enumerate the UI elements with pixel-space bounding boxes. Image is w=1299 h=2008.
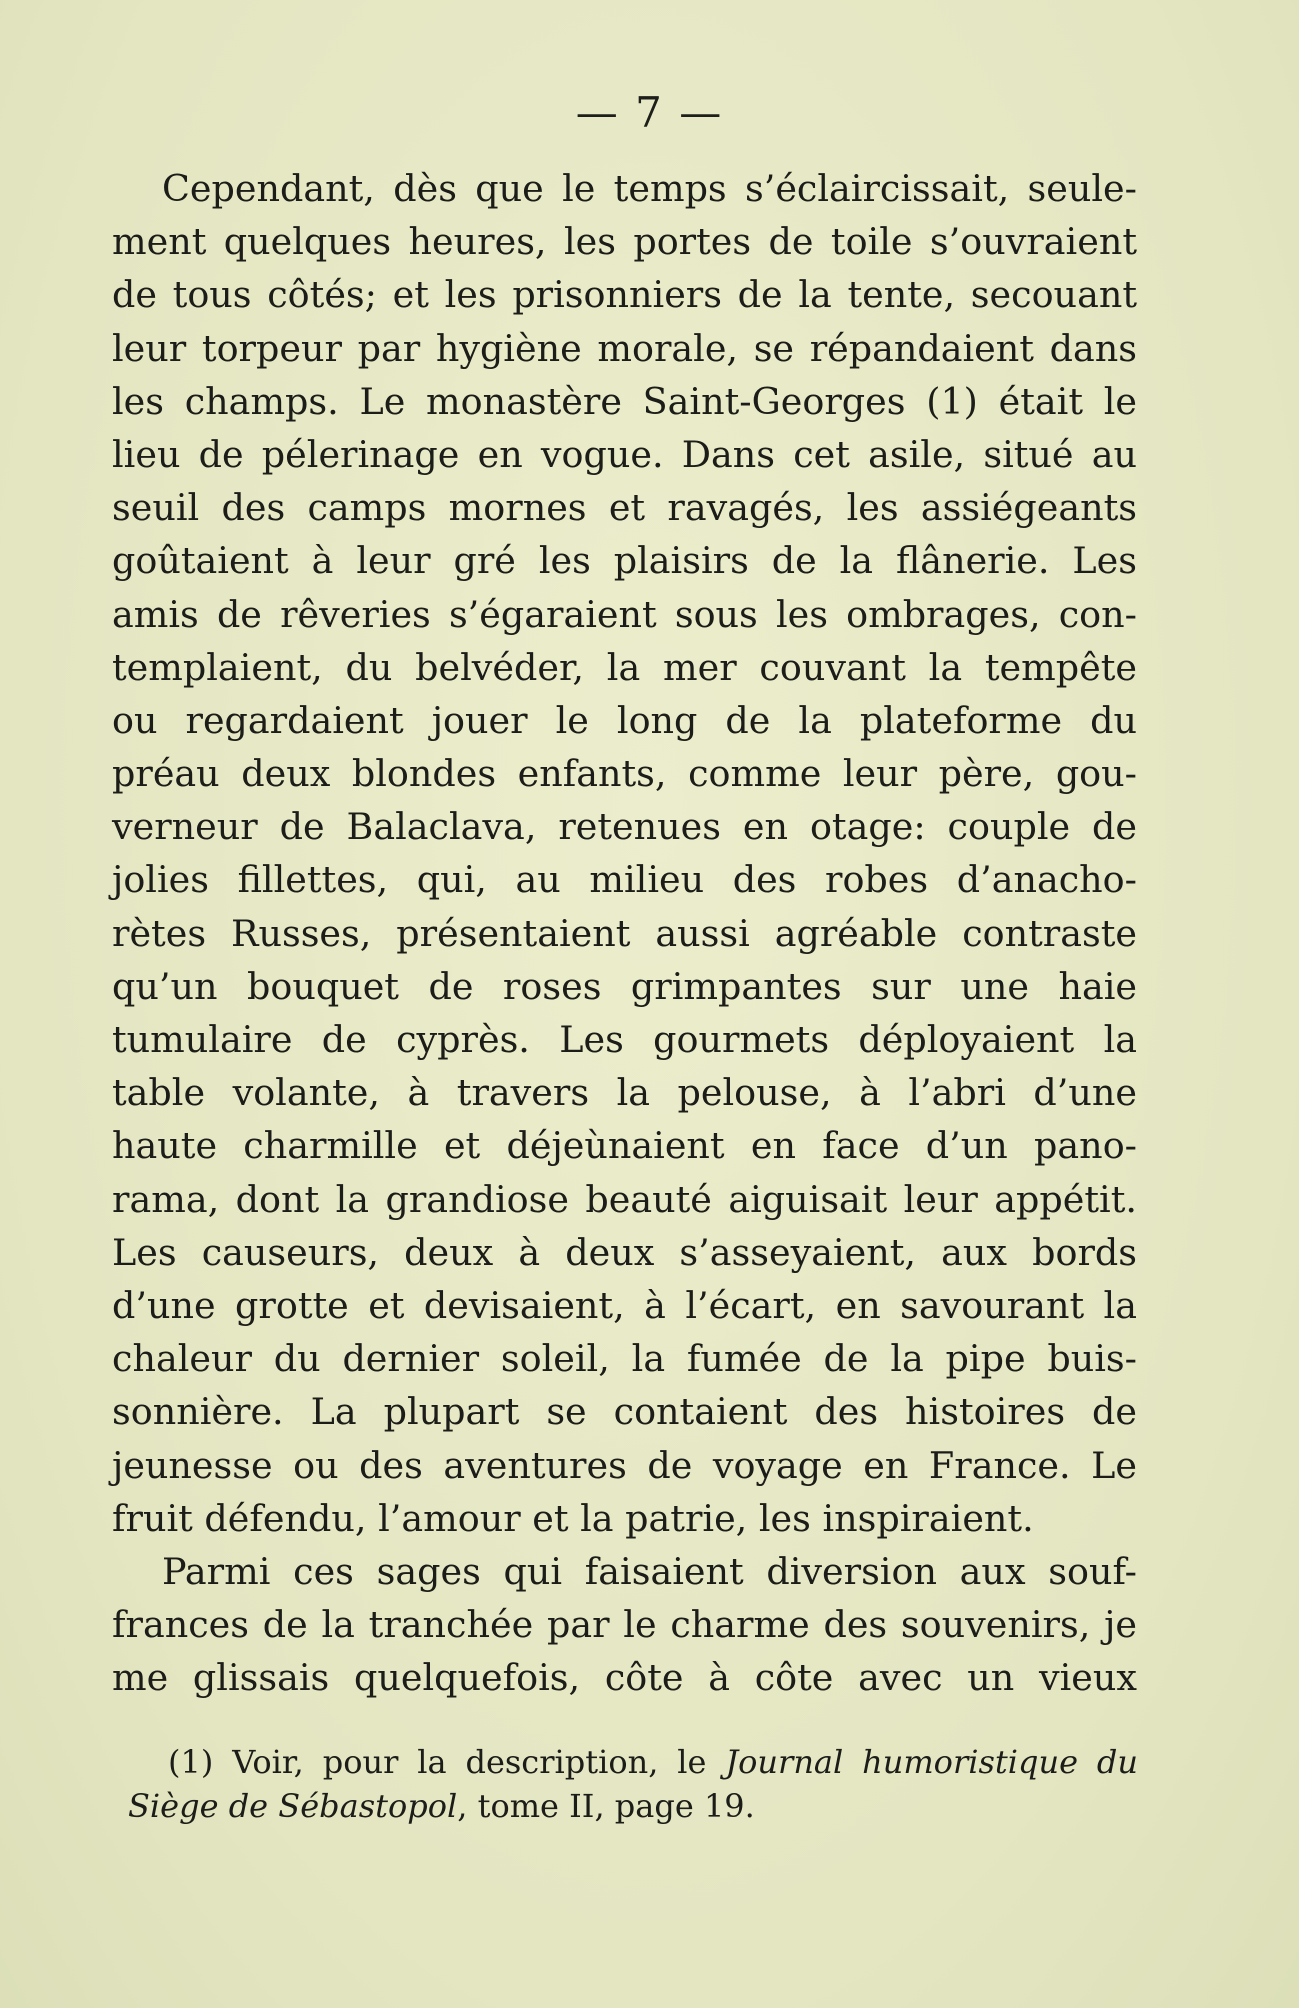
text-line: lieu de pélerinage en vogue. Dans cet asile, situé au	[112, 432, 1137, 476]
text-line: goûtaient à leur gré les plaisirs de la flânerie. Les	[112, 539, 1137, 583]
text-line: table volante, à travers la pelouse, à l’abri d’une	[112, 1071, 1137, 1115]
text-line: amis de rêveries s’égaraient sous les ombrages, con-	[112, 592, 1137, 636]
text-line: jolies fillettes, qui, au milieu des robes d’anacho-	[112, 858, 1137, 902]
text-line: jeunesse ou des aventures de voyage en France. Le	[112, 1443, 1137, 1487]
page-number: — 7 —	[575, 88, 724, 137]
text-line: seuil des camps mornes et ravagés, les assiégeants	[112, 486, 1137, 530]
text-line: ou regardaient jouer le long de la plateforme du	[112, 698, 1137, 742]
text-line: rama, dont la grandiose beauté aiguisait leur appétit.	[112, 1177, 1137, 1221]
text-line: qu’un bouquet de roses grimpantes sur une haie	[112, 964, 1137, 1008]
text-line: Cependant, dès que le temps s’éclaircissait, seule-	[162, 167, 1137, 210]
text-line: Les causeurs, deux à deux s’asseyaient, aux bords	[112, 1230, 1137, 1274]
text-line: me glissais quelquefois, côte à côte avec un vieux	[112, 1656, 1137, 1700]
text-line: les champs. Le monastère Saint-Georges (1) était le	[112, 379, 1137, 423]
footnote-marker: (1)	[168, 1743, 214, 1781]
text-line: d’une grotte et devisaient, à l’écart, en savourant la	[112, 1283, 1137, 1327]
footnote	[128, 1740, 1138, 1828]
text-line: verneur de Balaclava, retenues en otage: couple de	[112, 805, 1137, 849]
text-line: rètes Russes, présentaient aussi agréable contraste	[112, 911, 1137, 955]
paragraph-container	[112, 162, 1137, 1704]
text-line: sonnière. La plupart se contaient des histoires de	[112, 1390, 1137, 1434]
footnote-line-1	[128, 1740, 1138, 1784]
text-line: chaleur du dernier soleil, la fumée de la pipe buis-	[112, 1337, 1137, 1381]
text-line: fruit défendu, l’amour et la patrie, les inspiraient.	[112, 1496, 1034, 1540]
body-text	[112, 162, 1137, 1704]
footnote-text-before: Voir, pour la description, le	[213, 1743, 726, 1781]
text-line: de tous côtés; et les prisonniers de la tente, secouant	[112, 273, 1137, 317]
text-line: ment quelques heures, les portes de toile s’ouvraient	[112, 220, 1137, 264]
text-line: haute charmille et déjeùnaient en face d’un pano-	[112, 1124, 1137, 1168]
text-line: Parmi ces sages qui faisaient diversion aux souf-	[162, 1549, 1137, 1593]
text-line: templaient, du belvéder, la mer couvant la tempête	[112, 645, 1137, 689]
footnote-journal-title: Journal humoristique du	[725, 1743, 1138, 1781]
text-line: frances de la tranchée par le charme des souvenirs, je	[112, 1603, 1137, 1647]
text-line: préau deux blondes enfants, comme leur père, gou-	[112, 752, 1137, 796]
footnote-text-after: , tome II, page 19.	[457, 1787, 755, 1825]
footnote-line-2	[128, 1784, 1138, 1828]
footnote-siege-title: Siège de Sébastopol	[128, 1787, 458, 1825]
text-line: tumulaire de cyprès. Les gourmets déployaient la	[112, 1018, 1137, 1061]
text-line: leur torpeur par hygiène morale, se répandaient dans	[112, 326, 1137, 370]
